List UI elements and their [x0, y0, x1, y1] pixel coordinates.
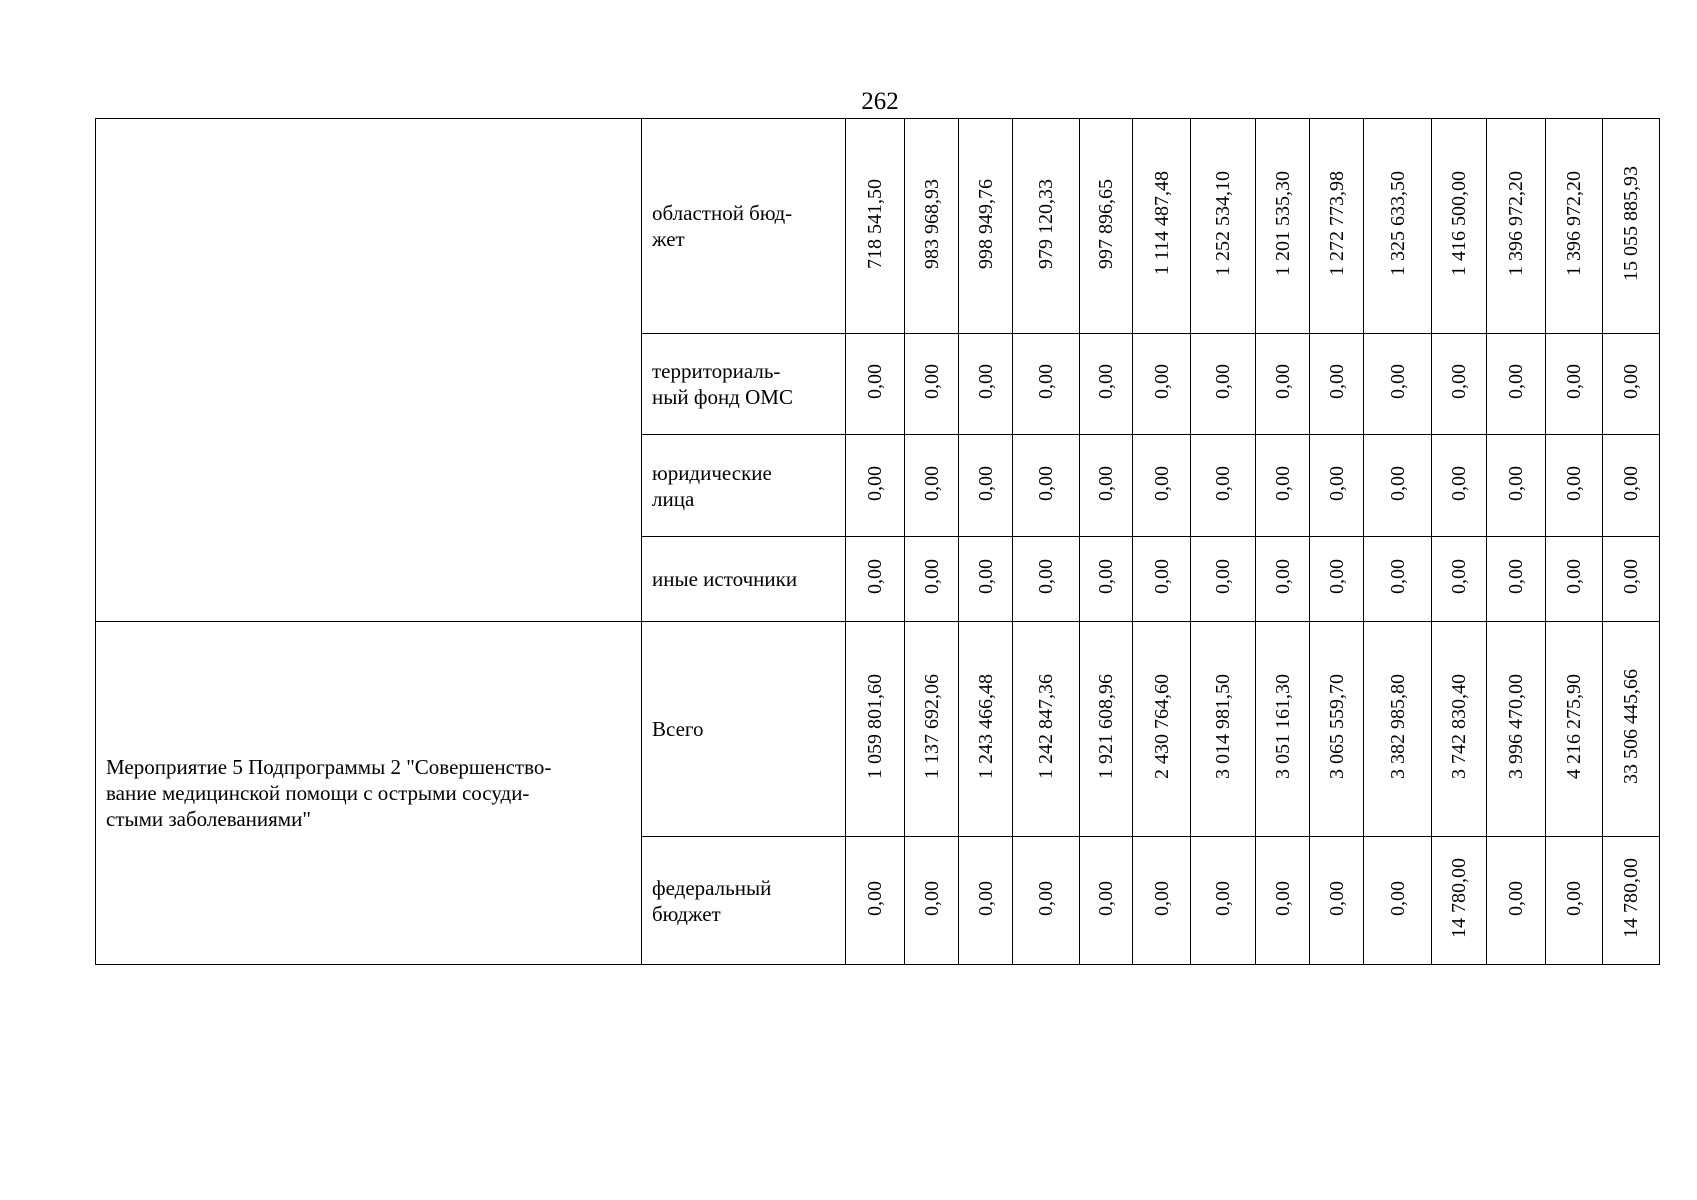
- amount-cell: [1432, 622, 1487, 837]
- amount-value: 0,00: [974, 880, 997, 916]
- amount-cell: [1133, 622, 1191, 837]
- amount-cell: [1432, 837, 1487, 965]
- amount-cell: [959, 622, 1013, 837]
- amount-cell: [1013, 119, 1080, 334]
- amount-value: 0,00: [1325, 880, 1348, 916]
- funding-source-cell: территориаль- ный фонд ОМС: [642, 334, 846, 435]
- amount-cell: [1487, 537, 1546, 622]
- amount-cell: [1013, 435, 1080, 537]
- amount-value: 1 242 847,36: [1035, 674, 1057, 779]
- amount-cell: [1603, 334, 1660, 435]
- amount-value: 0,00: [1620, 559, 1642, 594]
- event-name-cell: Мероприятие 5 Подпрограммы 2 "Совершенство- вание медицинской помощи с острыми сосуди- стыми заболеваниями": [96, 622, 642, 965]
- amount-value: 0,00: [1212, 465, 1234, 501]
- amount-cell: [1133, 119, 1191, 334]
- amount-cell: [1191, 537, 1256, 622]
- amount-cell: [1603, 622, 1660, 837]
- budget-table: [95, 118, 1660, 965]
- amount-cell: [1191, 334, 1256, 435]
- amount-value: 0,00: [1325, 559, 1348, 594]
- amount-cell: [1191, 837, 1256, 965]
- amount-value: 3 051 161,30: [1271, 674, 1294, 779]
- amount-cell: [1013, 334, 1080, 435]
- funding-source-cell: юридические лица: [642, 435, 846, 537]
- amount-value: 0,00: [1035, 364, 1057, 399]
- amount-value: 1 252 534,10: [1212, 171, 1234, 276]
- amount-cell: [959, 837, 1013, 965]
- table-row: [96, 622, 1660, 837]
- amount-value: 14 780,00: [1620, 858, 1642, 938]
- amount-value: 0,00: [920, 364, 943, 399]
- amount-cell: [1487, 622, 1546, 837]
- amount-cell: [1487, 334, 1546, 435]
- amount-cell: [1364, 334, 1432, 435]
- amount-cell: [846, 837, 905, 965]
- amount-value: 998 949,76: [974, 178, 997, 269]
- amount-cell: [1013, 622, 1080, 837]
- amount-cell: [1013, 537, 1080, 622]
- amount-cell: [1546, 435, 1603, 537]
- amount-cell: [1603, 435, 1660, 537]
- amount-cell: [1191, 622, 1256, 837]
- table-row: [96, 119, 1660, 334]
- amount-cell: [1256, 537, 1310, 622]
- amount-value: 979 120,33: [1035, 178, 1057, 269]
- amount-cell: [1546, 837, 1603, 965]
- amount-value: 0,00: [1212, 364, 1234, 399]
- amount-value: 0,00: [864, 559, 886, 594]
- amount-value: 0,00: [1620, 364, 1642, 399]
- amount-value: 0,00: [974, 364, 997, 399]
- amount-value: 1 272 773,98: [1325, 171, 1348, 276]
- amount-value: 3 742 830,40: [1448, 674, 1470, 779]
- amount-value: 0,00: [864, 364, 886, 399]
- amount-cell: [1013, 837, 1080, 965]
- amount-value: 1 921 608,96: [1095, 674, 1117, 779]
- amount-cell: [1256, 435, 1310, 537]
- amount-cell: [1310, 537, 1364, 622]
- amount-cell: [1256, 622, 1310, 837]
- amount-cell: [905, 119, 959, 334]
- amount-cell: [1080, 837, 1133, 965]
- amount-value: 3 996 470,00: [1505, 674, 1527, 779]
- amount-value: 0,00: [974, 465, 997, 501]
- amount-cell: [1487, 435, 1546, 537]
- amount-cell: [1603, 537, 1660, 622]
- amount-value: 0,00: [974, 559, 997, 594]
- amount-cell: [846, 622, 905, 837]
- amount-value: 0,00: [1095, 364, 1117, 399]
- amount-cell: [1310, 622, 1364, 837]
- amount-cell: [1256, 119, 1310, 334]
- amount-value: 0,00: [1563, 364, 1585, 399]
- amount-cell: [1546, 622, 1603, 837]
- amount-cell: [1546, 537, 1603, 622]
- amount-cell: [1133, 837, 1191, 965]
- page-number: 262: [861, 88, 899, 115]
- amount-cell: [905, 435, 959, 537]
- amount-value: 0,00: [1563, 880, 1585, 916]
- amount-value: 2 430 764,60: [1150, 674, 1173, 779]
- amount-cell: [959, 334, 1013, 435]
- amount-value: 997 896,65: [1095, 178, 1117, 269]
- amount-cell: [959, 435, 1013, 537]
- amount-value: 718 541,50: [864, 178, 886, 269]
- amount-cell: [1191, 435, 1256, 537]
- amount-value: 0,00: [1150, 880, 1173, 916]
- amount-value: 33 506 445,66: [1620, 669, 1642, 784]
- amount-value: 0,00: [1271, 465, 1294, 501]
- amount-value: 1 114 487,48: [1150, 171, 1173, 276]
- amount-value: 983 968,93: [920, 178, 943, 269]
- amount-value: 1 396 972,20: [1563, 171, 1585, 276]
- amount-cell: [846, 537, 905, 622]
- funding-source-cell: федеральный бюджет: [642, 837, 846, 965]
- funding-source-cell: иные источники: [642, 537, 846, 622]
- amount-cell: [959, 119, 1013, 334]
- amount-cell: [1310, 334, 1364, 435]
- funding-source-cell: Всего: [642, 622, 846, 837]
- amount-value: 0,00: [1212, 880, 1234, 916]
- amount-value: 0,00: [1095, 880, 1117, 916]
- amount-value: 0,00: [1505, 559, 1527, 594]
- amount-cell: [1080, 622, 1133, 837]
- amount-value: 0,00: [1505, 465, 1527, 501]
- amount-value: 0,00: [1325, 364, 1348, 399]
- amount-value: 1 243 466,48: [974, 674, 997, 779]
- amount-cell: [1603, 837, 1660, 965]
- amount-cell: [846, 119, 905, 334]
- amount-value: 0,00: [864, 880, 886, 916]
- amount-cell: [1256, 334, 1310, 435]
- event-name-cell: [96, 119, 642, 622]
- amount-cell: [905, 837, 959, 965]
- amount-value: 0,00: [1095, 559, 1117, 594]
- amount-value: 0,00: [1212, 559, 1234, 594]
- amount-value: 1 201 535,30: [1271, 171, 1294, 276]
- amount-cell: [1432, 435, 1487, 537]
- amount-value: 3 014 981,50: [1212, 674, 1234, 779]
- amount-value: 0,00: [1325, 465, 1348, 501]
- amount-cell: [905, 537, 959, 622]
- amount-cell: [1080, 334, 1133, 435]
- amount-value: 0,00: [1448, 364, 1470, 399]
- amount-cell: [846, 435, 905, 537]
- amount-value: 0,00: [1271, 364, 1294, 399]
- amount-value: 0,00: [1095, 465, 1117, 501]
- amount-value: 1 416 500,00: [1448, 171, 1470, 276]
- amount-value: 0,00: [1035, 465, 1057, 501]
- amount-cell: [1133, 435, 1191, 537]
- amount-value: 15 055 885,93: [1620, 166, 1642, 281]
- amount-cell: [1133, 537, 1191, 622]
- amount-cell: [1432, 334, 1487, 435]
- funding-source-cell: областной бюд- жет: [642, 119, 846, 334]
- amount-cell: [905, 622, 959, 837]
- amount-value: 0,00: [1271, 880, 1294, 916]
- amount-cell: [846, 334, 905, 435]
- amount-cell: [1546, 334, 1603, 435]
- amount-value: 0,00: [1563, 465, 1585, 501]
- amount-cell: [1133, 334, 1191, 435]
- amount-value: 0,00: [1035, 880, 1057, 916]
- amount-cell: [1310, 837, 1364, 965]
- amount-value: 0,00: [1386, 465, 1409, 501]
- amount-cell: [1310, 435, 1364, 537]
- amount-value: 0,00: [1563, 559, 1585, 594]
- amount-value: 1 059 801,60: [864, 674, 886, 779]
- amount-cell: [1080, 435, 1133, 537]
- amount-cell: [1603, 119, 1660, 334]
- amount-value: 0,00: [1150, 465, 1173, 501]
- amount-value: 3 065 559,70: [1325, 674, 1348, 779]
- amount-cell: [1080, 537, 1133, 622]
- amount-value: 0,00: [1505, 880, 1527, 916]
- amount-cell: [959, 537, 1013, 622]
- amount-cell: [1364, 537, 1432, 622]
- amount-value: 14 780,00: [1448, 858, 1470, 938]
- amount-value: 0,00: [1448, 559, 1470, 594]
- amount-value: 0,00: [1035, 559, 1057, 594]
- amount-value: 0,00: [1150, 364, 1173, 399]
- amount-value: 0,00: [1386, 364, 1409, 399]
- amount-value: 4 216 275,90: [1563, 674, 1585, 779]
- amount-value: 0,00: [1386, 880, 1409, 916]
- amount-cell: [1432, 119, 1487, 334]
- amount-cell: [1546, 119, 1603, 334]
- amount-cell: [1487, 837, 1546, 965]
- amount-value: 0,00: [920, 559, 943, 594]
- amount-value: 0,00: [1505, 364, 1527, 399]
- amount-value: 0,00: [1620, 465, 1642, 501]
- amount-value: 1 137 692,06: [920, 674, 943, 779]
- amount-value: 0,00: [1448, 465, 1470, 501]
- amount-cell: [1364, 119, 1432, 334]
- amount-cell: [1364, 622, 1432, 837]
- amount-cell: [1364, 837, 1432, 965]
- amount-value: 0,00: [864, 465, 886, 501]
- amount-value: 1 396 972,20: [1505, 171, 1527, 276]
- amount-cell: [1191, 119, 1256, 334]
- amount-cell: [1256, 837, 1310, 965]
- amount-value: 0,00: [1150, 559, 1173, 594]
- amount-value: 0,00: [920, 465, 943, 501]
- amount-value: 0,00: [1271, 559, 1294, 594]
- amount-cell: [1080, 119, 1133, 334]
- amount-cell: [1487, 119, 1546, 334]
- amount-value: 0,00: [1386, 559, 1409, 594]
- amount-cell: [1432, 537, 1487, 622]
- amount-cell: [1310, 119, 1364, 334]
- amount-cell: [1364, 435, 1432, 537]
- amount-value: 1 325 633,50: [1386, 171, 1409, 276]
- amount-value: 3 382 985,80: [1386, 674, 1409, 779]
- amount-value: 0,00: [920, 880, 943, 916]
- amount-cell: [905, 334, 959, 435]
